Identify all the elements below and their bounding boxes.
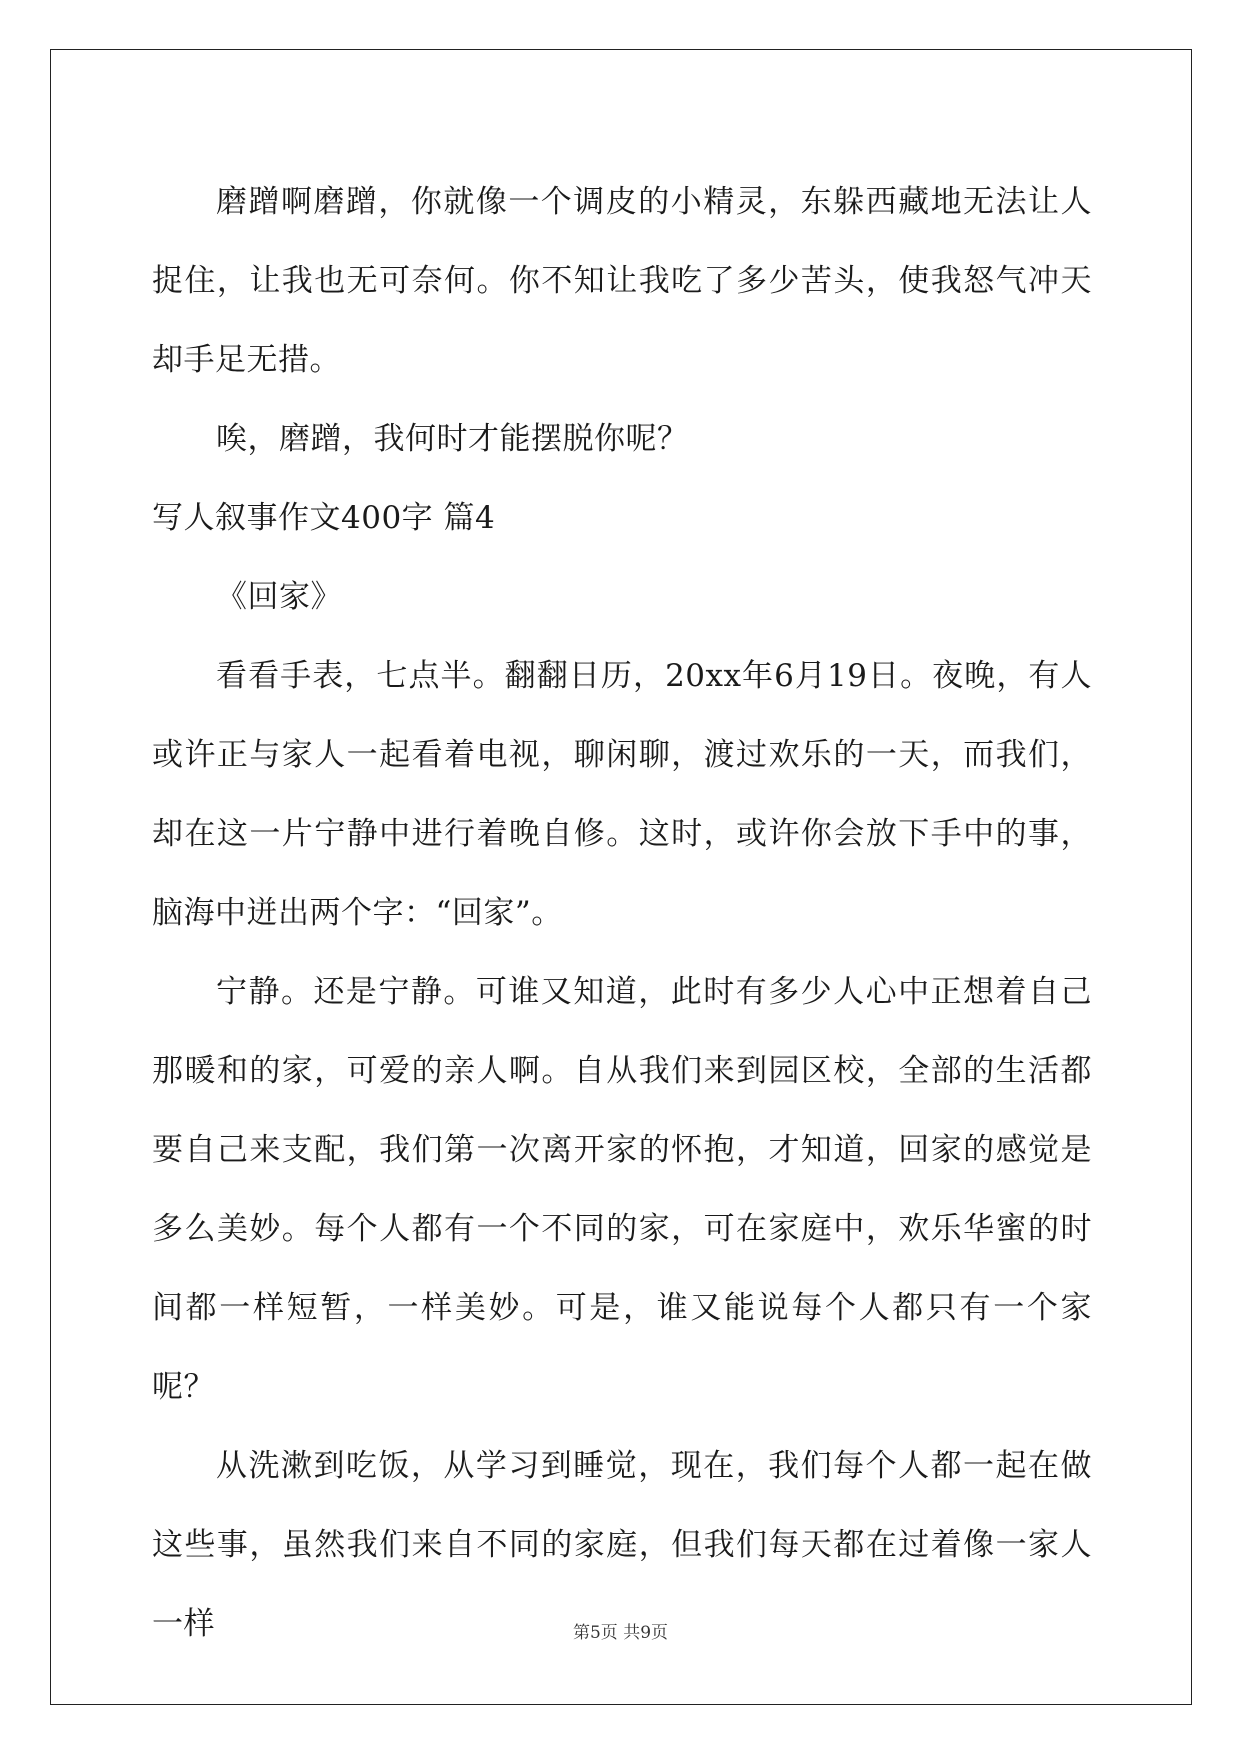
section-heading: 写人叙事作文400字 篇4 — [152, 500, 496, 536]
essay-title: 《回家》 — [216, 579, 342, 615]
document-body — [152, 163, 1092, 1664]
paragraph: 看看手表，七点半。翻翻日历，20xx年6月19日。夜晚，有人或许正与家人一起看着电视，聊闲聊，渡过欢乐的一天，而我们，却在这一片宁静中进行着晚自修。这时，或许你会放下手中的事，脑海中迸出两个字：“回家”。 — [152, 658, 1092, 931]
paragraph: 从洗漱到吃饭，从学习到睡觉，现在，我们每个人都一起在做这些事，虽然我们来自不同的家庭，但我们每天都在过着像一家人一样 — [152, 1448, 1092, 1642]
paragraph: 宁静。还是宁静。可谁又知道，此时有多少人心中正想着自己那暖和的家，可爱的亲人啊。自从我们来到园区校，全部的生活都要自己来支配，我们第一次离开家的怀抱，才知道，回家的感觉是多么美妙。每个人都有一个不同的家，可在家庭中，欢乐华蜜的时间都一样短暂，一样美妙。可是，谁又能说每个人都只有一个家呢？ — [152, 974, 1092, 1405]
paragraph: 磨蹭啊磨蹭，你就像一个调皮的小精灵，东躲西藏地无法让人捉住，让我也无可奈何。你不知让我吃了多少苦头，使我怒气冲天却手足无措。 — [152, 184, 1092, 378]
page-number-footer: 第5页 共9页 — [572, 1623, 669, 1643]
paragraph: 唉，磨蹭，我何时才能摆脱你呢？ — [216, 421, 689, 457]
